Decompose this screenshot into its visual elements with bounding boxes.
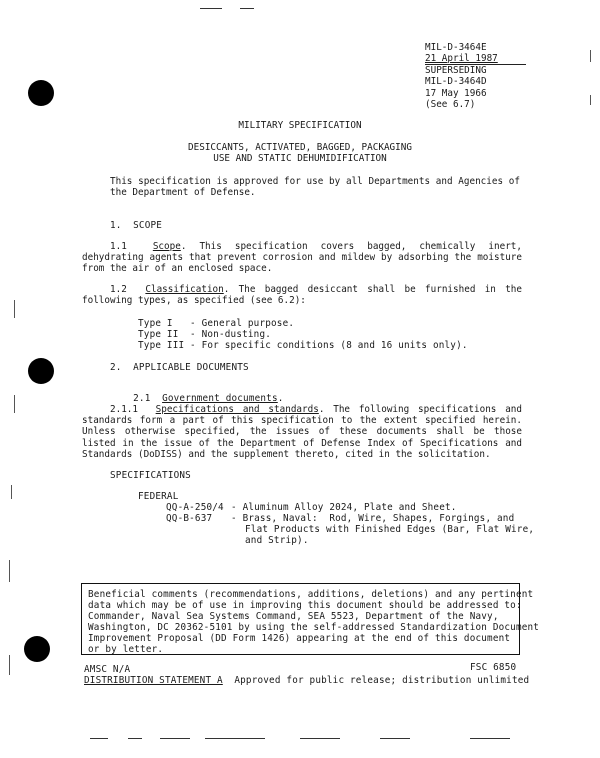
doc-title: MILITARY SPECIFICATION (238, 120, 362, 131)
superseding-label: SUPERSEDING (425, 64, 487, 76)
scan-mark (470, 738, 510, 739)
specifications-heading: SPECIFICATIONS (110, 470, 191, 481)
section-1-1-number: 1.1 (110, 241, 127, 252)
distribution-statement (84, 675, 529, 686)
doc-subtitle-line2: USE AND STATIC DEHUMIDIFICATION (213, 153, 387, 164)
federal-heading: FEDERAL (138, 491, 179, 502)
type-item: Type II - Non-dusting. (138, 329, 272, 340)
old-doc-id: MIL-D-3464D (425, 76, 487, 88)
section-1-2 (82, 284, 522, 306)
comment-line: Commander, Naval Sea Systems Command, SEA 5523, Department of the Navy, (88, 611, 499, 622)
section-1-1-title: Scope (152, 241, 181, 252)
scan-mark (240, 8, 254, 9)
scan-mark (14, 395, 15, 413)
fsc-code: FSC 6850 (470, 662, 517, 673)
scan-mark (9, 655, 10, 675)
scan-mark (590, 95, 591, 105)
doc-subtitle-line1: DESICCANTS, ACTIVATED, BAGGED, PACKAGING (188, 142, 412, 153)
section-2-1-number: 2.1 (133, 393, 151, 404)
document-header (425, 42, 498, 110)
doc-id: MIL-D-3464E (425, 42, 487, 53)
section-2-1-title: Government documents (162, 393, 278, 404)
binder-hole-bottom (24, 636, 50, 662)
old-doc-date: 17 May 1966 (425, 87, 487, 99)
federal-spec-id: QQ-A-250/4 (166, 502, 224, 513)
comment-line: or by letter. (88, 644, 164, 655)
scan-mark (128, 738, 142, 739)
approval-statement: This specification is approved for use by all Departments and Agencies of the Department of Defense. (110, 176, 520, 199)
scan-mark (205, 738, 265, 739)
section-2-1-1-title: Specifications and standards (155, 404, 319, 415)
federal-spec-desc: Flat Products with Finished Edges (Bar, Flat Wire, (245, 524, 535, 535)
federal-spec-desc: - Brass, Naval: Rod, Wire, Shapes, Forgings, and (231, 513, 515, 524)
section-2-1-1-text: . The following specifications and standards form a part of this specification to the extent specified herein. Unless otherwise specified, the issues of these documents shall be those listed in the issue of the Department of Defense Index of Specifications and Standards (DoDISS) and the supplement thereto, cited in the solicitation. (82, 404, 522, 460)
comment-line: Improvement Proposal (DD Form 1426) appearing at the end of this document (88, 633, 511, 644)
section-1-2-number: 1.2 (110, 284, 127, 295)
section-1-2-title: Classification (145, 284, 224, 295)
federal-spec-desc: and Strip). (245, 535, 309, 546)
binder-hole-middle (28, 358, 54, 384)
comment-line: Beneficial comments (recommendations, additions, deletions) and any pertinent (88, 589, 534, 600)
scan-mark (14, 300, 15, 318)
scan-mark (9, 560, 10, 582)
section-1-heading: 1. SCOPE (110, 220, 163, 231)
scan-mark (11, 485, 12, 499)
section-1-1 (82, 241, 522, 275)
scan-mark (200, 8, 222, 9)
scan-mark (160, 738, 190, 739)
scan-mark (90, 738, 108, 739)
comment-line: Washington, DC 20362-5101 by using the self-addressed Standardization Document (88, 622, 540, 633)
section-1-2-text: . The bagged desiccant shall be furnished in the following types, as specified (see 6.2): (82, 284, 522, 307)
scan-mark (380, 738, 410, 739)
binder-hole-top (28, 80, 54, 106)
federal-spec-id: QQ-B-637 (166, 513, 213, 524)
see-reference: (See 6.7) (425, 99, 476, 111)
type-item: Type I - General purpose. (138, 318, 295, 329)
comment-line: data which may be of use in improving this document should be addressed to: (88, 600, 522, 611)
distribution-label: DISTRIBUTION STATEMENT A (84, 675, 223, 686)
distribution-text: Approved for public release; distribution unlimited (222, 675, 530, 686)
scan-mark (300, 738, 340, 739)
doc-date: 21 April 1987 (425, 53, 498, 65)
type-item: Type III - For specific conditions (8 and 16 units only). (138, 340, 468, 351)
section-2-1-1 (82, 404, 522, 460)
amsc-code: AMSC N/A (84, 664, 131, 675)
section-2-1-1-number: 2.1.1 (110, 404, 138, 415)
scan-mark (590, 50, 591, 62)
section-2-heading: 2. APPLICABLE DOCUMENTS (110, 362, 249, 373)
federal-spec-desc: - Aluminum Alloy 2024, Plate and Sheet. (231, 502, 457, 513)
section-2-1-period: . (277, 393, 284, 404)
section-1-1-text: . This specification covers bagged, chemically inert, dehydrating agents that prevent corrosion and mildew by adsorbing the moisture from the air of an enclosed space. (82, 241, 522, 275)
header-rule (425, 64, 526, 65)
